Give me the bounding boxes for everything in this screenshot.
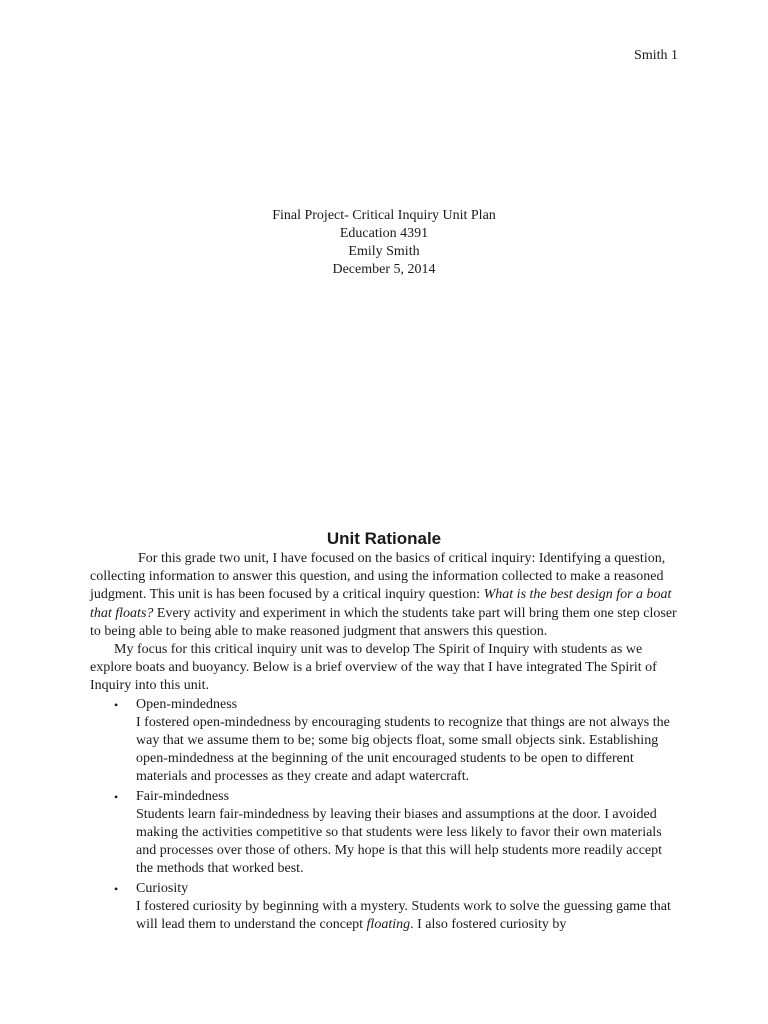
project-title: Final Project- Critical Inquiry Unit Plan: [272, 208, 496, 223]
list-item: [90, 880, 680, 935]
author-name: Emily Smith: [348, 244, 420, 259]
course-number: Education 4391: [339, 226, 429, 241]
body-text: [90, 550, 680, 935]
bullet-icon: •: [114, 697, 119, 712]
intro-text-b: Every activity and experiment in which the students take part will bring them one step closer to being able to being able to make reasoned judgment that answers this question.: [90, 605, 677, 639]
trait-description: Students learn fair-mindedness by leaving their biases and assumptions at the door. I avoided making the activities competitive so that students were less likely to favor their own materials and processes over those of others. My hope is that this will help students more readily accept the methods that worked best.: [136, 806, 663, 877]
intro-text-a: For this grade two unit, I have focused on the basics of critical inquiry: Identifying a question, collecting information to answer this question, and using the information collected to make a reasoned judgment. This unit is has been focused by a critical inquiry question:: [90, 551, 666, 603]
trait-text-a: I fostered curiosity by beginning with a mystery. Students work to solve the guessing game that will lead them to understand the concept: [136, 898, 671, 933]
list-item: [90, 788, 680, 879]
inquiry-question: What is the best design for a boat that floats?: [90, 587, 672, 621]
trait-name: Fair-mindedness: [136, 788, 230, 804]
bullet-icon: •: [114, 881, 119, 896]
bullet-icon: •: [114, 789, 119, 804]
trait-name: Open-mindedness: [136, 696, 238, 712]
document-date: December 5, 2014: [332, 262, 436, 277]
running-head: Smith 1: [634, 48, 678, 63]
trait-description: I fostered open-mindedness by encouraging students to recognize that things are not always the way that we assume them to be; some big objects float, some small objects sink. Establishing open-mindedness at the beginning of the unit encouraged students to be open to different materials and processes as they create and adapt watercraft.: [136, 714, 670, 785]
paragraph-intro: [90, 550, 680, 641]
trait-description: [136, 898, 680, 934]
spirit-of-inquiry-list: [90, 696, 680, 935]
paragraph-focus: My focus for this critical inquiry unit was to develop The Spirit of Inquiry with students as we explore boats and buoyancy. Below is a brief overview of the way that I have integrated The Spirit of Inquiry into this unit.: [90, 642, 657, 694]
emphasized-term: floating: [366, 917, 411, 933]
trait-name: Curiosity: [136, 880, 189, 896]
trait-text-b: . I also fostered curiosity by: [410, 917, 567, 933]
list-item: [90, 696, 680, 787]
title-block: [0, 207, 768, 279]
section-heading: Unit Rationale: [326, 529, 442, 548]
